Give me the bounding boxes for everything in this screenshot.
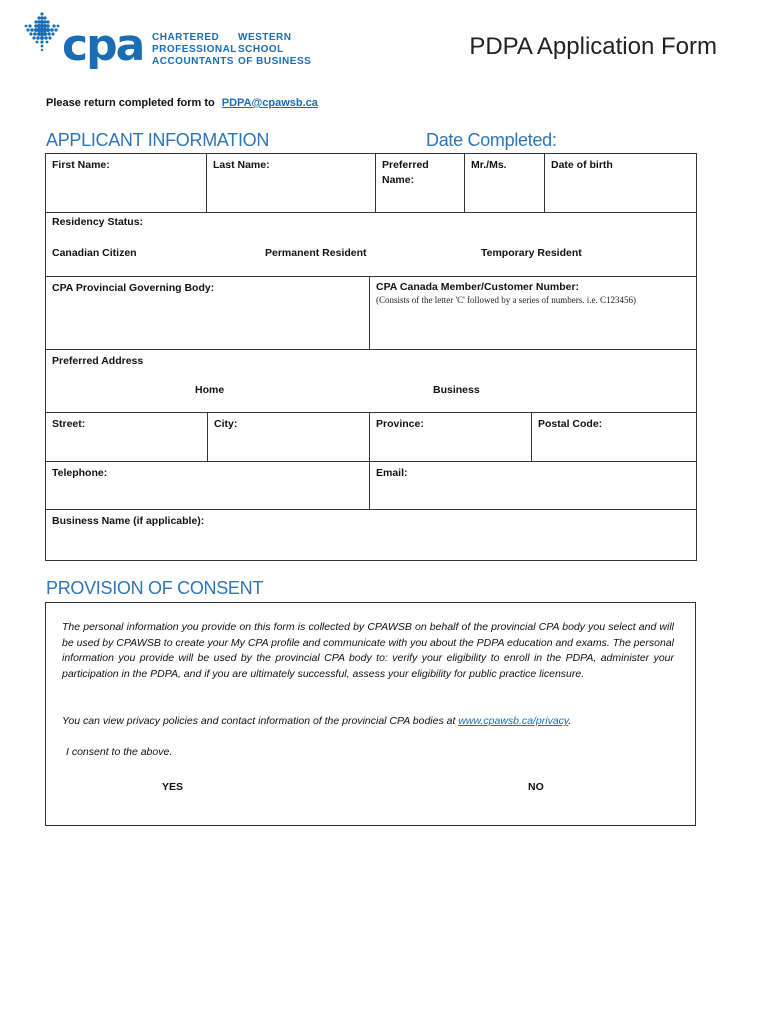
street-label: Street: [52, 418, 86, 430]
no-option[interactable]: NO [528, 781, 544, 793]
cpa-wordmark: cpa [62, 20, 144, 71]
postal-code-field[interactable] [531, 412, 697, 462]
residency-status-label: Residency Status: [52, 216, 144, 228]
home-option[interactable]: Home [195, 384, 225, 396]
email-field[interactable] [369, 461, 697, 510]
org-name-col1 [152, 32, 237, 68]
applicant-information-heading: APPLICANT INFORMATION [46, 130, 270, 150]
yes-option[interactable]: YES [162, 781, 184, 793]
residency-status-field [45, 212, 697, 277]
org-line: WESTERN [238, 32, 292, 43]
city-label: City: [214, 418, 238, 430]
preferred-name-line2: Name: [382, 174, 415, 186]
date-completed-heading: Date Completed: [426, 130, 557, 150]
street-field[interactable] [45, 412, 208, 462]
date-of-birth-label: Date of birth [551, 159, 613, 171]
consent-statement: I consent to the above. [66, 746, 173, 758]
city-field[interactable] [207, 412, 370, 462]
return-email-link[interactable]: PDPA@cpawsb.ca [221, 97, 318, 109]
telephone-field[interactable] [45, 461, 370, 510]
org-line: ACCOUNTANTS [152, 56, 234, 67]
org-line: OF BUSINESS [238, 56, 312, 67]
business-name-label: Business Name (if applicable): [52, 515, 205, 527]
last-name-label: Last Name: [213, 159, 270, 171]
governing-body-field[interactable] [45, 276, 370, 350]
mr-ms-label: Mr./Ms. [471, 159, 507, 171]
org-line: CHARTERED [152, 32, 220, 43]
email-label: Email: [376, 467, 408, 479]
form-title: PDPA Application Form [469, 33, 717, 60]
governing-body-label: CPA Provincial Governing Body: [52, 282, 215, 294]
date-of-birth-field[interactable] [544, 153, 697, 213]
org-name-col2 [238, 32, 311, 68]
business-name-field[interactable] [45, 509, 697, 561]
member-number-field[interactable] [369, 276, 697, 350]
provision-of-consent-heading: PROVISION OF CONSENT [46, 578, 264, 598]
consent-paragraph: The personal information you provide on this form is collected by CPAWSB on behalf of the provincial CPA body you select and will be used by CPAWSB to create your My CPA profile and communicate with you about the PDPA education and exams. The personal information you provide will be used by the provincial CPA body to: verify your eligibility to enroll in the PDPA, administer your participation in the PDPA, and if you are ultimately successful, assess your eligibility for public practice licensure. [62, 621, 674, 680]
privacy-paragraph [62, 714, 674, 730]
privacy-link[interactable]: www.cpawsb.ca/privacy [458, 715, 569, 727]
cpa-wsb-logo [22, 10, 322, 76]
privacy-text: You can view privacy policies and contact information of the provincial CPA bodies at [62, 715, 456, 727]
temporary-resident-option[interactable]: Temporary Resident [481, 247, 582, 259]
return-instruction [46, 97, 318, 109]
org-line: SCHOOL [238, 44, 284, 55]
org-line: PROFESSIONAL [152, 44, 237, 55]
canadian-citizen-option[interactable]: Canadian Citizen [52, 247, 137, 259]
postal-code-label: Postal Code: [538, 418, 603, 430]
preferred-name-line1: Preferred [382, 159, 429, 171]
permanent-resident-option[interactable]: Permanent Resident [265, 247, 367, 259]
member-number-label: CPA Canada Member/Customer Number: [376, 281, 580, 293]
maple-leaf-dots-icon [22, 10, 62, 76]
business-option[interactable]: Business [433, 384, 480, 396]
preferred-address-label: Preferred Address [52, 355, 144, 367]
return-text: Please return completed form to [46, 97, 215, 109]
preferred-name-field[interactable] [375, 153, 465, 213]
consent-box [45, 602, 696, 826]
preferred-address-field [45, 349, 697, 413]
telephone-label: Telephone: [52, 467, 108, 479]
first-name-field[interactable] [45, 153, 207, 213]
province-field[interactable] [369, 412, 532, 462]
preferred-name-label [382, 158, 429, 188]
first-name-label: First Name: [52, 159, 110, 171]
last-name-field[interactable] [206, 153, 376, 213]
province-label: Province: [376, 418, 424, 430]
privacy-period: . [568, 715, 572, 727]
title-field[interactable] [464, 153, 545, 213]
member-number-note: (Consists of the letter 'C' followed by a series of numbers. i.e. C123456) [376, 295, 636, 305]
